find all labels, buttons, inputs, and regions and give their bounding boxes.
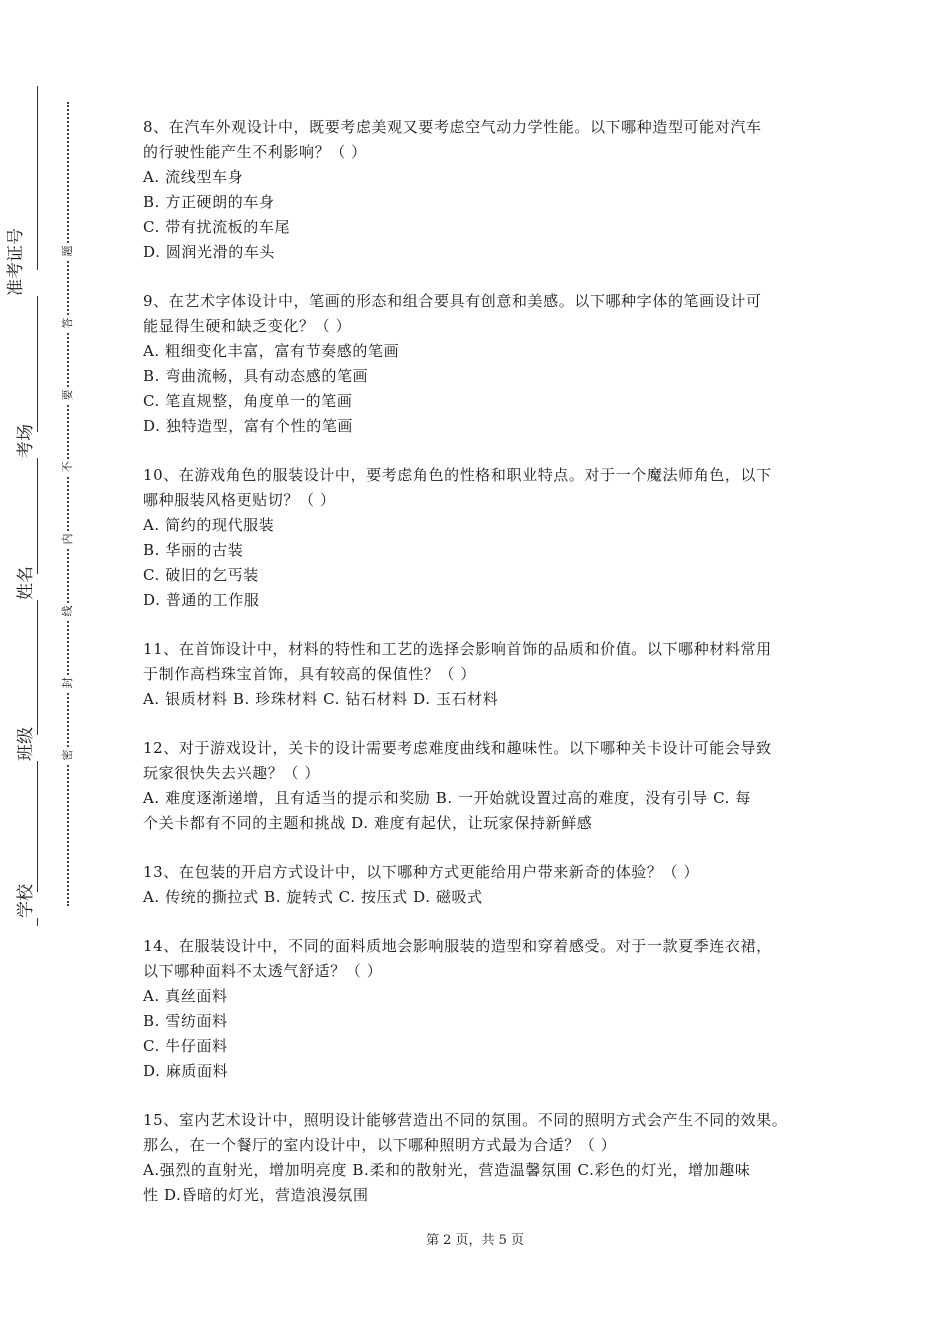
options-inline: A. 传统的撕拉式 B. 旋转式 C. 按压式 D. 磁吸式 bbox=[143, 888, 483, 906]
question-11 bbox=[143, 637, 823, 712]
options-inline: A. 难度逐渐递增，且有适当的提示和奖励 B. 一开始就设置过高的难度，没有引导 C. 每 bbox=[143, 789, 751, 807]
question-text: 那么，在一个餐厅的室内设计中，以下哪种照明方式最为合适？（ ） bbox=[143, 1136, 617, 1154]
question-text: 于制作高档珠宝首饰，具有较高的保值性？（ ） bbox=[143, 665, 476, 683]
question-text: 12、对于游戏设计，关卡的设计需要考虑难度曲线和趣味性。以下哪种关卡设计可能会导致 bbox=[143, 739, 772, 757]
options-inline: A.强烈的直射光，增加明亮度 B.柔和的散射光，营造温馨氛围 C.彩色的灯光，增加趣味 bbox=[143, 1161, 751, 1179]
field-label-class: 班级 bbox=[17, 735, 57, 761]
question-text: 9、在艺术字体设计中，笔画的形态和组合要具有创意和美感。以下哪种字体的笔画设计可 bbox=[143, 292, 762, 310]
question-text: 的行驶性能产生不利影响？（ ） bbox=[143, 143, 367, 161]
seal-char: 不 bbox=[61, 459, 75, 475]
seal-char: 密 bbox=[61, 747, 75, 763]
field-label-exam-id: 准考证号 bbox=[7, 270, 67, 296]
option-b: B. 雪纺面料 bbox=[143, 1012, 228, 1030]
option-a: A. 流线型车身 bbox=[143, 168, 244, 186]
option-d: D. 普通的工作服 bbox=[143, 591, 260, 609]
options-inline: 性 D.昏暗的灯光，营造浪漫氛围 bbox=[143, 1186, 369, 1204]
question-list bbox=[143, 115, 823, 1232]
option-c: C. 带有扰流板的车尾 bbox=[143, 218, 291, 236]
question-text: 玩家很快失去兴趣？（ ） bbox=[143, 764, 320, 782]
question-15 bbox=[143, 1108, 823, 1208]
field-label-exam-room: 考场 bbox=[17, 432, 57, 458]
option-c: C. 牛仔面料 bbox=[143, 1037, 228, 1055]
field-label-name: 姓名 bbox=[17, 574, 57, 600]
seal-char: 题 bbox=[61, 243, 75, 259]
option-b: B. 方正硬朗的车身 bbox=[143, 193, 275, 211]
question-10 bbox=[143, 463, 823, 613]
option-d: D. 麻质面料 bbox=[143, 1062, 229, 1080]
options-inline: A. 银质材料 B. 珍珠材料 C. 钻石材料 D. 玉石材料 bbox=[143, 690, 499, 708]
option-a: A. 真丝面料 bbox=[143, 987, 228, 1005]
option-c: C. 破旧的乞丐装 bbox=[143, 566, 259, 584]
seal-char: 内 bbox=[61, 531, 75, 547]
question-13 bbox=[143, 860, 823, 910]
question-9 bbox=[143, 289, 823, 439]
page-number: 第 2 页，共 5 页 bbox=[425, 1233, 525, 1248]
option-c: C. 笔直规整，角度单一的笔画 bbox=[143, 392, 353, 410]
question-14 bbox=[143, 934, 823, 1084]
option-b: B. 弯曲流畅，具有动态感的笔画 bbox=[143, 367, 369, 385]
question-text: 8、在汽车外观设计中，既要考虑美观又要考虑空气动力学性能。以下哪种造型可能对汽车 bbox=[143, 118, 762, 136]
option-b: B. 华丽的古装 bbox=[143, 541, 244, 559]
field-label-school: 学校 bbox=[17, 892, 57, 918]
question-text: 10、在游戏角色的服装设计中，要考虑角色的性格和职业特点。对于一个魔法师角色，以下 bbox=[143, 466, 772, 484]
option-d: D. 独特造型，富有个性的笔画 bbox=[143, 417, 354, 435]
question-text: 15、室内艺术设计中，照明设计能够营造出不同的氛围。不同的照明方式会产生不同的效果。 bbox=[143, 1111, 788, 1129]
question-12 bbox=[143, 736, 823, 836]
seal-char: 答 bbox=[61, 315, 75, 331]
question-text: 13、在包装的开启方式设计中，以下哪种方式更能给用户带来新奇的体验？（ ） bbox=[143, 863, 700, 881]
option-d: D. 圆润光滑的车头 bbox=[143, 243, 276, 261]
option-a: A. 简约的现代服装 bbox=[143, 516, 275, 534]
question-text: 以下哪种面料不太透气舒适？（ ） bbox=[143, 962, 383, 980]
question-text: 11、在首饰设计中，材料的特性和工艺的选择会影响首饰的品质和价值。以下哪种材料常用 bbox=[143, 640, 772, 658]
options-inline: 个关卡都有不同的主题和挑战 D. 难度有起伏，让玩家保持新鲜感 bbox=[143, 814, 593, 832]
question-text: 14、在服装设计中，不同的面料质地会影响服装的造型和穿着感受。对于一款夏季连衣裙， bbox=[143, 937, 772, 955]
seal-char: 要 bbox=[61, 387, 75, 403]
binding-line bbox=[37, 86, 38, 926]
question-8 bbox=[143, 115, 823, 265]
seal-dotted-line bbox=[67, 102, 69, 906]
option-a: A. 粗细变化丰富，富有节奏感的笔画 bbox=[143, 342, 400, 360]
question-text: 能显得生硬和缺乏变化？（ ） bbox=[143, 317, 352, 335]
seal-char: 封 bbox=[61, 675, 75, 691]
seal-char: 线 bbox=[61, 603, 75, 619]
question-text: 哪种服装风格更贴切？（ ） bbox=[143, 491, 336, 509]
